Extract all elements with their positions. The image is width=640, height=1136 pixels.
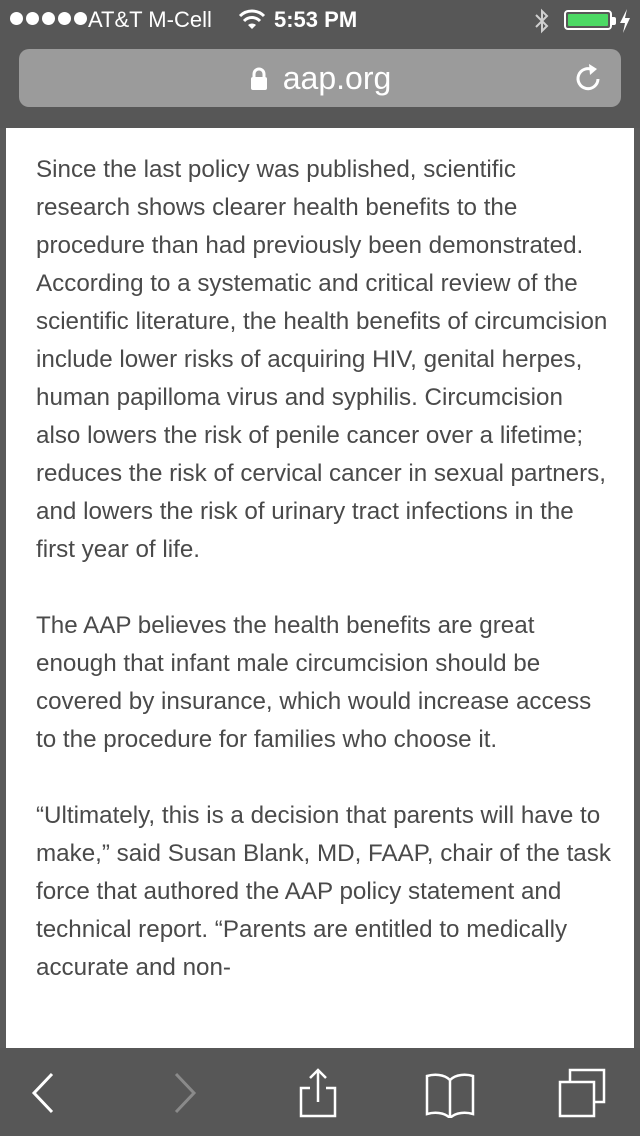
clock: 5:53 PM <box>274 7 358 32</box>
web-content[interactable] <box>6 128 634 1048</box>
reload-icon[interactable] <box>571 61 605 95</box>
battery-icon <box>564 10 612 30</box>
chevron-right-icon[interactable] <box>158 1068 210 1118</box>
wifi-icon <box>238 9 266 31</box>
lock-icon <box>249 67 269 91</box>
book-icon[interactable] <box>424 1068 476 1118</box>
share-icon[interactable] <box>292 1068 344 1118</box>
article-paragraph: Since the last policy was published, scientific research shows clearer health benefits to the procedure than had previously been demonstrated. According to a systematic and critical review of the scientific literature, the health benefits of circumcision include lower risks of acquiring HIV, genital herpes, human papilloma virus and syphilis. Circumcision also lowers the risk of penile cancer over a lifetime; reduces the risk of cervical cancer in sexual partners, and lowers the risk of urinary tract infections in the first year of life. <box>36 156 608 563</box>
article-paragraph: “Ultimately, this is a decision that parents will have to make,” said Susan Blank, MD, FAAP, chair of the task force that authored the AAP policy statement and technical report. “Parents are entitled to medically accurate and non- <box>36 802 611 981</box>
url-text: aap.org <box>282 59 392 96</box>
charging-bolt-icon <box>618 9 632 33</box>
status-bar <box>0 0 640 40</box>
bluetooth-icon <box>532 8 552 34</box>
address-bar[interactable] <box>19 49 621 107</box>
chevron-left-icon[interactable] <box>18 1068 70 1118</box>
article-body <box>6 128 634 987</box>
tabs-icon[interactable] <box>556 1068 608 1118</box>
article-paragraph: The AAP believes the health benefits are great enough that infant male circumcision should be covered by insurance, which would increase access to the procedure for families who choose it. <box>36 612 592 753</box>
browser-top-chrome <box>0 0 640 128</box>
browser-toolbar <box>0 1048 640 1136</box>
carrier-name: AT&T M-Cell <box>88 7 212 32</box>
signal-strength-icon <box>10 12 87 25</box>
